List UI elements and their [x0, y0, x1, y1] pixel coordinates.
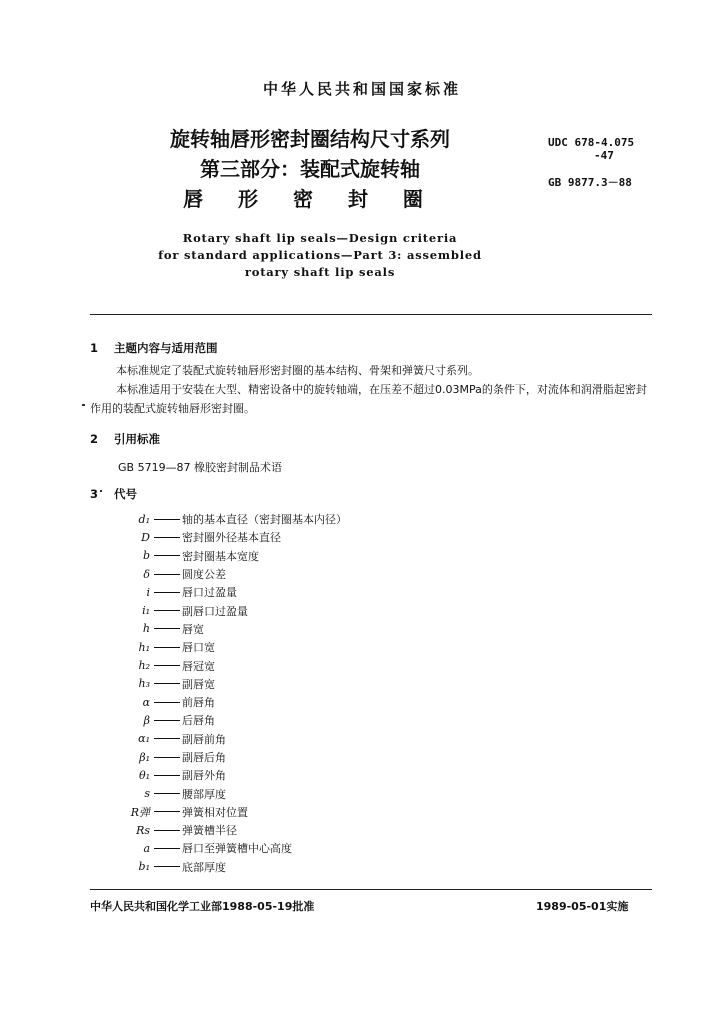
symbol: α₁ — [138, 732, 150, 746]
dash-separator — [154, 720, 180, 721]
udc-code — [548, 136, 634, 162]
symbol: b — [142, 549, 150, 563]
implementation-date: 1989-05-01实施 — [536, 900, 629, 913]
symbol-row — [100, 620, 500, 638]
symbol: δ — [143, 567, 150, 581]
symbol-description: 副唇宽 — [182, 677, 215, 691]
symbol: h₃ — [138, 677, 150, 691]
symbol-description: 唇口至弹簧槽中心高度 — [182, 842, 292, 856]
symbol: θ₁ — [138, 768, 150, 782]
symbol: β — [143, 713, 150, 727]
dash-separator — [154, 866, 180, 867]
section-number: 2 — [90, 432, 99, 446]
dash-separator — [154, 702, 180, 703]
udc-line-2: -47 — [594, 149, 614, 162]
section-number: 3 — [90, 487, 99, 501]
symbol: β₁ — [139, 750, 150, 764]
symbol: i₁ — [142, 604, 150, 618]
symbol: D — [141, 530, 150, 544]
document-title — [140, 124, 480, 214]
dash-separator — [154, 519, 180, 520]
dash-separator — [154, 665, 180, 666]
symbol-row — [100, 675, 500, 693]
symbol-row — [100, 638, 500, 656]
symbol: R弹 — [130, 805, 150, 819]
dash-separator — [154, 555, 180, 556]
symbol-description: 副唇前角 — [182, 732, 226, 746]
symbol-row — [100, 693, 500, 711]
symbol-row — [100, 784, 500, 802]
symbol-description: 唇口宽 — [182, 641, 215, 655]
symbol-description: 副唇后角 — [182, 751, 226, 764]
symbol-list — [100, 510, 500, 876]
symbol-row — [100, 821, 500, 839]
header-divider — [90, 314, 652, 315]
symbol-description: 唇冠宽 — [182, 659, 215, 673]
title-line-1: 旋转轴唇形密封圈结构尺寸系列 — [170, 127, 450, 151]
section-title: 代号 — [114, 487, 137, 501]
normative-reference: GB 5719—87 橡胶密封制品术语 — [118, 461, 283, 474]
symbol-row — [100, 528, 500, 546]
symbol-description: 唇口过盈量 — [182, 586, 237, 600]
symbol-description: 圆度公差 — [182, 568, 226, 582]
section-2-heading — [90, 431, 160, 447]
dash-separator — [154, 647, 180, 648]
symbol-description: 弹簧相对位置 — [182, 805, 248, 819]
dash-separator — [154, 848, 180, 849]
symbol-description: 密封圈外径基本直径 — [182, 531, 281, 545]
symbol-row — [100, 858, 500, 876]
section-title: 引用标准 — [114, 432, 160, 446]
symbol-description: 腰部厚度 — [182, 787, 226, 801]
paragraph: 本标准规定了装配式旋转轴唇形密封圈的基本结构、骨架和弹簧尺寸系列。 — [116, 364, 479, 377]
symbol-description: 前唇角 — [182, 696, 215, 710]
symbol: b₁ — [138, 860, 150, 874]
symbol-row — [100, 565, 500, 583]
section-1-body — [90, 361, 655, 418]
english-title-line-2: for standard applications—Part 3: assembled — [158, 248, 482, 262]
dash-separator — [154, 592, 180, 593]
symbol: s — [144, 787, 150, 801]
symbol-row — [100, 748, 500, 766]
symbol: h₁ — [138, 640, 150, 654]
symbol: Rs — [136, 823, 150, 837]
symbol-description: 密封圈基本宽度 — [182, 549, 259, 563]
symbol: h₂ — [138, 659, 150, 673]
section-3-heading — [90, 486, 137, 502]
dash-separator — [154, 775, 180, 776]
symbol: α — [142, 695, 150, 709]
title-line-3: 唇 形 密 封 圈 — [183, 187, 437, 211]
english-title-line-3: rotary shaft lip seals — [244, 265, 396, 279]
symbol: a — [143, 841, 150, 855]
symbol: h — [142, 622, 150, 636]
standard-header: 中华人民共和国国家标准 — [262, 80, 461, 98]
symbol-row — [100, 510, 500, 528]
section-1-heading — [90, 340, 218, 356]
dash-separator — [154, 628, 180, 629]
english-title — [140, 230, 500, 281]
symbol-description: 弹簧槽半径 — [182, 824, 237, 838]
dash-separator — [154, 830, 180, 831]
symbol-row — [100, 547, 500, 565]
dash-separator — [154, 811, 180, 812]
symbol-description: 副唇外角 — [182, 769, 226, 783]
symbol-description: 副唇口过盈量 — [182, 604, 248, 618]
gb-number: GB 9877.3－88 — [548, 176, 632, 189]
symbol-row — [100, 601, 500, 619]
title-line-2: 第三部分：装配式旋转轴 — [200, 157, 420, 181]
symbol-description: 唇宽 — [182, 622, 204, 636]
symbol-row — [100, 711, 500, 729]
english-title-line-1: Rotary shaft lip seals—Design criteria — [182, 231, 458, 245]
symbol-row — [100, 803, 500, 821]
symbol-description: 后唇角 — [182, 714, 215, 728]
dash-separator — [154, 683, 180, 684]
symbol-row — [100, 766, 500, 784]
scan-speck — [82, 404, 85, 406]
symbol-description: 轴的基本直径（密封圈基本内径） — [182, 513, 347, 527]
paragraph: 本标准适用于安装在大型、精密设备中的旋转轴端，在压差不超过0.03MPa的条件下，对流体和润滑脂起密封作用的装配式旋转轴唇形密封圈。 — [90, 383, 647, 415]
section-number: 1 — [90, 341, 99, 355]
symbol-row — [100, 839, 500, 857]
dash-separator — [154, 793, 180, 794]
dash-separator — [154, 574, 180, 575]
dash-separator — [154, 738, 180, 739]
dash-separator — [154, 537, 180, 538]
footer-divider — [90, 889, 652, 890]
symbol-row — [100, 583, 500, 601]
dash-separator — [154, 757, 180, 758]
symbol: d₁ — [138, 512, 150, 526]
section-title: 主题内容与适用范围 — [114, 341, 218, 355]
symbol-row — [100, 730, 500, 748]
approval-line: 中华人民共和国化学工业部1988-05-19批准 — [90, 900, 315, 913]
udc-line-1: UDC 678-4.075 — [548, 136, 635, 149]
symbol-description: 底部厚度 — [182, 860, 226, 874]
symbol-row — [100, 656, 500, 674]
dash-separator — [154, 610, 180, 611]
symbol: i — [146, 585, 150, 599]
